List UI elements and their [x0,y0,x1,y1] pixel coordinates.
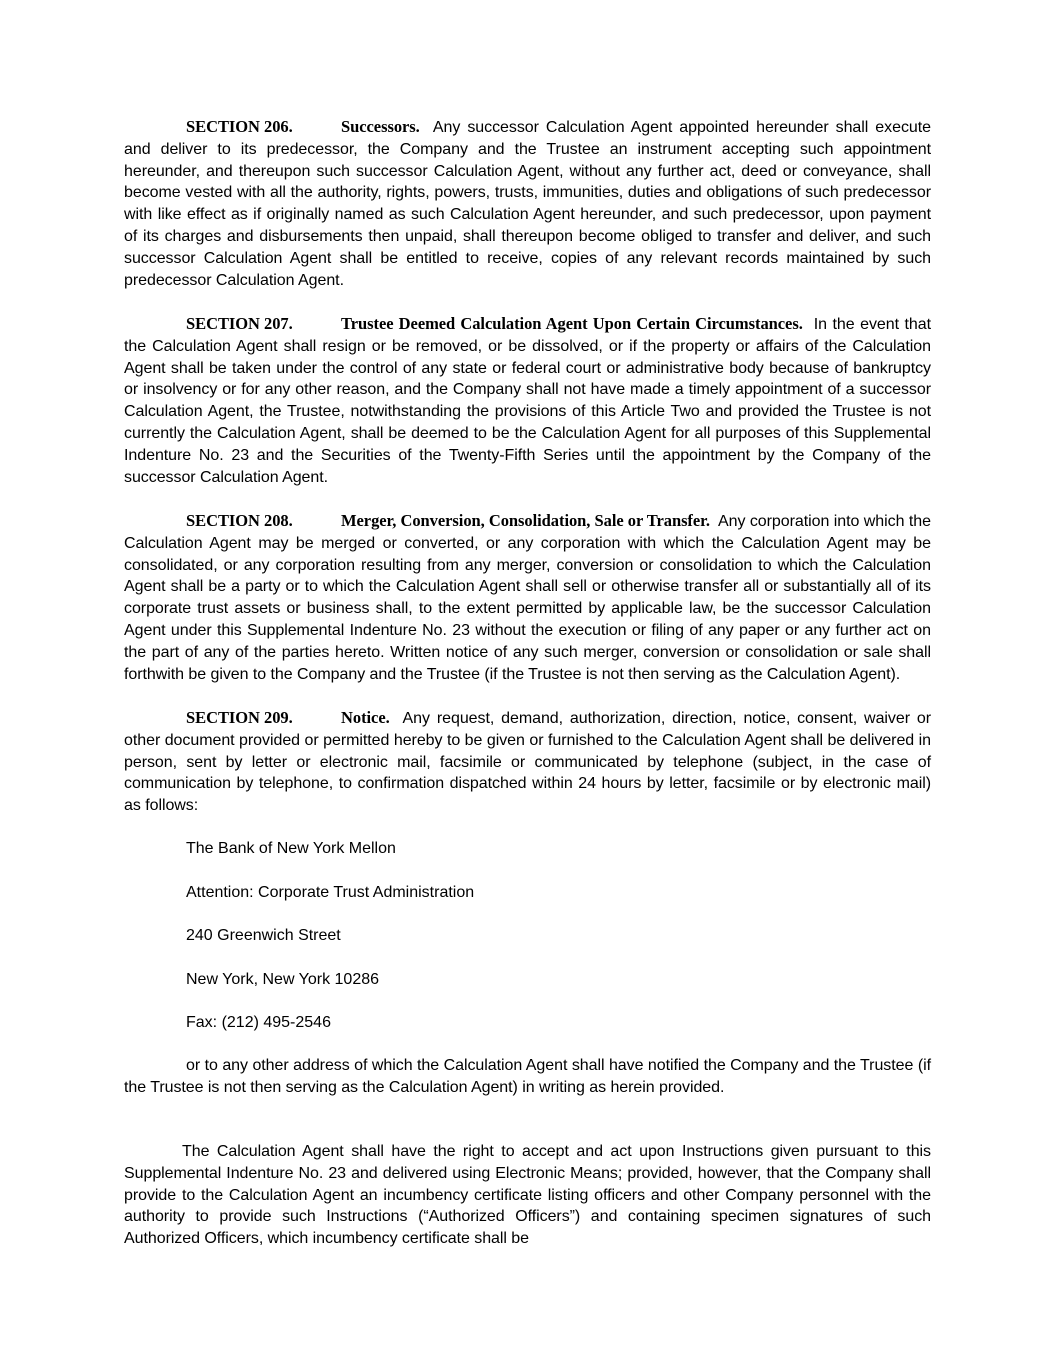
section-207 [124,313,931,488]
section-206 [124,116,931,291]
address-city: New York, New York 10286 [186,970,380,988]
section-body: Any corporation into which the Calculation Agent may be merged or converted, or any corporation with which the Calculation Agent may be consolidated, or any corporation resulting from any merger, conversion or consolidation to which the Calculation Agent shall be a party or to which the Calculation Agent shall sell or otherwise transfer all or substantially all of its corporate trust assets or business shall, to the extent permitted by applicable law, be the successor Calculation Agent under this Supplemental Indenture No. 23 without the execution or filing of any paper or any further act on the part of any of the parties hereto. Written notice of any such merger, conversion or consolidation or sale shall forthwith be given to the Company and the Trustee (if the Trustee is not then serving as the Calculation Agent). [124,512,931,683]
section-209 [124,707,931,817]
section-number: SECTION 206. [186,117,293,136]
section-number: SECTION 209. [186,707,293,727]
section-title: Notice. [341,707,390,727]
address-street: 240 Greenwich Street [186,927,341,945]
address-attention: Attention: Corporate Trust Administration [186,883,475,901]
section-title: Successors. [341,117,420,136]
section-body: Any request, demand, authorization, direction, notice, consent, waiver or other document provided or permitted hereby to be given or furnished to the Calculation Agent shall be delivered in person, sent by letter or electronic mail, facsimile or communicated by telephone (subject, in the case of communication by telephone, to confirmation dispatched within 24 hours by letter, facsimile or by electronic mail) as follows: [124,709,931,815]
notice-address [124,838,931,1033]
address-name: The Bank of New York Mellon [186,840,396,858]
section-number: SECTION 207. [186,313,293,333]
instructions-paragraph: The Calculation Agent shall have the right to accept and act upon Instructions given pursuant to this Supplemental Indenture No. 23 and delivered using Electronic Means; provided, however, that the Company shall provide to the Calculation Agent an incumbency certificate listing officers and other Company personnel with the authority to provide such Instructions (“Authorized Officers”) and containing specimen signatures of such Authorized Officers, which incumbency certificate shall be [124,1143,931,1248]
section-body: In the event that the Calculation Agent shall resign or be removed, or be dissolved, or if the property or affairs of the Calculation Agent shall be taken under the control of any state or federal court or administrative body because of bankruptcy or insolvency or for any other reason, and the Company shall not have made a timely appointment of a successor Calculation Agent, the Trustee, notwithstanding the provisions of this Article Two and provided the Trustee is not currently the Calculation Agent, shall be deemed to be the Calculation Agent for all purposes of this Supplemental Indenture No. 23 and the Securities of the Twenty-Fifth Series until the appointment by the Company of the successor Calculation Agent. [124,315,931,486]
address-fax: Fax: (212) 495-2546 [186,1014,331,1032]
section-number: SECTION 208. [186,510,293,530]
section-title: Merger, Conversion, Consolidation, Sale or Transfer. [341,510,710,530]
section-208 [124,510,931,685]
section-title: Trustee Deemed Calculation Agent Upon Certain Circumstances. [341,313,803,333]
address-followup: or to any other address of which the Calculation Agent shall have notified the Company and the Trustee (if the Trustee is not then serving as the Calculation Agent) in writing as herein provided. [124,1057,931,1097]
section-body: Any successor Calculation Agent appointed hereunder shall execute and deliver to its predecessor, the Company and the Trustee an instrument accepting such appointment hereunder, and thereupon such successor Calculation Agent, without any further act, deed or conveyance, shall become vested with all the authority, rights, powers, trusts, immunities, duties and obligations of such predecessor with like effect as if originally named as such Calculation Agent hereunder, and such predecessor, upon payment of its charges and disbursements then unpaid, shall thereupon become obliged to transfer and deliver, and such successor Calculation Agent shall be entitled to receive, copies of any relevant records maintained by such predecessor Calculation Agent. [124,119,931,289]
document-page [124,116,931,1272]
